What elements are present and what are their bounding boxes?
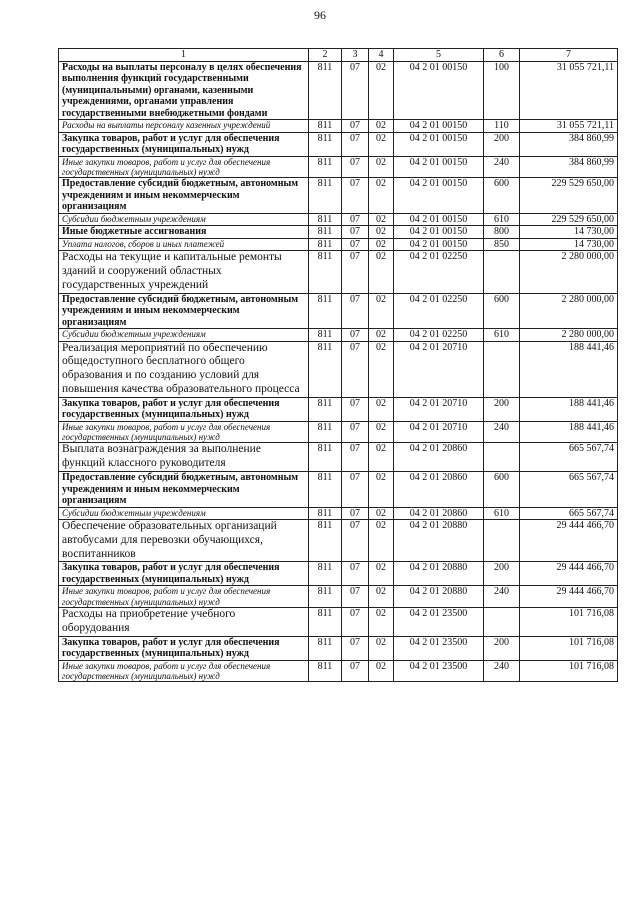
row-amount: 29 444 466,70 <box>520 520 618 562</box>
row-expense-type: 200 <box>484 562 520 586</box>
row-section-code: 07 <box>342 520 369 562</box>
table-row <box>59 520 618 562</box>
row-section-code: 07 <box>342 293 369 329</box>
row-name: Расходы на текущие и капитальные ремонты зданий и сооружений областных государственных учреждений <box>59 251 309 293</box>
row-name: Реализация мероприятий по обеспечению общедоступного бесплатного общего образования и по созданию условий для повышения качества образовательного процесса <box>59 341 309 397</box>
row-target-article: 04 2 01 00150 <box>394 156 484 178</box>
row-expense-type <box>484 608 520 637</box>
row-name: Расходы на выплаты персоналу в целях обеспечения выполнения функций государственными (муниципальными) органами, казенными учреждениями, органами управления государственными внебюджетными фондами <box>59 61 309 120</box>
row-department-code: 811 <box>309 341 342 397</box>
row-subsection-code: 02 <box>369 636 394 660</box>
row-department-code: 811 <box>309 507 342 520</box>
row-amount: 14 730,00 <box>520 226 618 239</box>
row-name: Закупка товаров, работ и услуг для обеспечения государственных (муниципальных) нужд <box>59 636 309 660</box>
row-amount: 31 055 721,11 <box>520 61 618 120</box>
row-expense-type: 200 <box>484 397 520 421</box>
row-target-article: 04 2 01 20710 <box>394 397 484 421</box>
row-department-code: 811 <box>309 293 342 329</box>
table-row <box>59 472 618 508</box>
row-amount: 29 444 466,70 <box>520 586 618 608</box>
row-name: Предоставление субсидий бюджетным, автономным учреждениям и иным некоммерческим организациям <box>59 293 309 329</box>
row-target-article: 04 2 01 02250 <box>394 329 484 342</box>
table-row <box>59 329 618 342</box>
row-name: Иные закупки товаров, работ и услуг для обеспечения государственных (муниципальных) нужд <box>59 421 309 443</box>
row-section-code: 07 <box>342 238 369 251</box>
row-target-article: 04 2 01 00150 <box>394 120 484 133</box>
row-subsection-code: 02 <box>369 421 394 443</box>
table-header-row <box>59 49 618 62</box>
header-col-4: 4 <box>369 49 394 62</box>
page-number: 96 <box>314 8 326 22</box>
row-target-article: 04 2 01 00150 <box>394 213 484 226</box>
row-expense-type <box>484 520 520 562</box>
row-expense-type: 240 <box>484 421 520 443</box>
row-expense-type: 610 <box>484 213 520 226</box>
row-subsection-code: 02 <box>369 226 394 239</box>
row-expense-type: 200 <box>484 636 520 660</box>
row-section-code: 07 <box>342 660 369 682</box>
row-expense-type: 240 <box>484 156 520 178</box>
row-expense-type: 850 <box>484 238 520 251</box>
row-subsection-code: 02 <box>369 132 394 156</box>
row-section-code: 07 <box>342 636 369 660</box>
table-row <box>59 61 618 120</box>
row-expense-type: 110 <box>484 120 520 133</box>
row-target-article: 04 2 01 23500 <box>394 636 484 660</box>
row-name: Предоставление субсидий бюджетным, автономным учреждениям и иным некоммерческим организациям <box>59 472 309 508</box>
row-name: Иные закупки товаров, работ и услуг для обеспечения государственных (муниципальных) нужд <box>59 660 309 682</box>
row-name: Закупка товаров, работ и услуг для обеспечения государственных (муниципальных) нужд <box>59 397 309 421</box>
row-department-code: 811 <box>309 586 342 608</box>
row-subsection-code: 02 <box>369 586 394 608</box>
row-department-code: 811 <box>309 120 342 133</box>
table-row <box>59 586 618 608</box>
table-row <box>59 562 618 586</box>
table-row <box>59 636 618 660</box>
row-target-article: 04 2 01 20860 <box>394 507 484 520</box>
row-department-code: 811 <box>309 472 342 508</box>
row-department-code: 811 <box>309 421 342 443</box>
row-section-code: 07 <box>342 472 369 508</box>
row-subsection-code: 02 <box>369 660 394 682</box>
header-col-5: 5 <box>394 49 484 62</box>
row-expense-type <box>484 341 520 397</box>
table-row <box>59 238 618 251</box>
row-target-article: 04 2 01 20880 <box>394 520 484 562</box>
row-name: Расходы на приобретение учебного оборудования <box>59 608 309 637</box>
row-subsection-code: 02 <box>369 341 394 397</box>
row-department-code: 811 <box>309 562 342 586</box>
row-target-article: 04 2 01 23500 <box>394 660 484 682</box>
table-row <box>59 660 618 682</box>
row-amount: 188 441,46 <box>520 341 618 397</box>
row-section-code: 07 <box>342 586 369 608</box>
row-section-code: 07 <box>342 156 369 178</box>
row-department-code: 811 <box>309 213 342 226</box>
row-department-code: 811 <box>309 660 342 682</box>
row-section-code: 07 <box>342 443 369 472</box>
row-name: Расходы на выплаты персоналу казенных учреждений <box>59 120 309 133</box>
row-subsection-code: 02 <box>369 238 394 251</box>
table-row <box>59 132 618 156</box>
row-expense-type <box>484 443 520 472</box>
row-department-code: 811 <box>309 132 342 156</box>
table-row <box>59 178 618 214</box>
table-row <box>59 120 618 133</box>
row-amount: 188 441,46 <box>520 421 618 443</box>
row-amount: 665 567,74 <box>520 507 618 520</box>
row-department-code: 811 <box>309 443 342 472</box>
row-subsection-code: 02 <box>369 251 394 293</box>
row-target-article: 04 2 01 00150 <box>394 238 484 251</box>
row-subsection-code: 02 <box>369 562 394 586</box>
row-amount: 229 529 650,00 <box>520 178 618 214</box>
row-subsection-code: 02 <box>369 397 394 421</box>
row-department-code: 811 <box>309 61 342 120</box>
row-amount: 2 280 000,00 <box>520 329 618 342</box>
row-name: Выплата вознаграждения за выполнение функций классного руководителя <box>59 443 309 472</box>
row-amount: 101 716,08 <box>520 608 618 637</box>
row-name: Уплата налогов, сборов и иных платежей <box>59 238 309 251</box>
row-expense-type: 600 <box>484 178 520 214</box>
row-target-article: 04 2 01 20710 <box>394 421 484 443</box>
row-section-code: 07 <box>342 608 369 637</box>
row-name: Иные закупки товаров, работ и услуг для обеспечения государственных (муниципальных) нужд <box>59 156 309 178</box>
row-amount: 31 055 721,11 <box>520 120 618 133</box>
table-row <box>59 293 618 329</box>
row-subsection-code: 02 <box>369 329 394 342</box>
row-department-code: 811 <box>309 608 342 637</box>
row-expense-type: 600 <box>484 472 520 508</box>
row-subsection-code: 02 <box>369 61 394 120</box>
budget-table <box>58 48 618 682</box>
row-name: Субсидии бюджетным учреждениям <box>59 329 309 342</box>
table-row <box>59 226 618 239</box>
row-amount: 665 567,74 <box>520 472 618 508</box>
row-amount: 188 441,46 <box>520 397 618 421</box>
row-target-article: 04 2 01 20710 <box>394 341 484 397</box>
row-department-code: 811 <box>309 238 342 251</box>
row-section-code: 07 <box>342 226 369 239</box>
row-name: Обеспечение образовательных организаций автобусами для перевозки обучающихся, воспитанников <box>59 520 309 562</box>
row-expense-type: 600 <box>484 293 520 329</box>
row-department-code: 811 <box>309 226 342 239</box>
row-subsection-code: 02 <box>369 443 394 472</box>
row-section-code: 07 <box>342 421 369 443</box>
row-department-code: 811 <box>309 251 342 293</box>
row-expense-type: 800 <box>484 226 520 239</box>
row-subsection-code: 02 <box>369 178 394 214</box>
row-subsection-code: 02 <box>369 156 394 178</box>
header-col-3: 3 <box>342 49 369 62</box>
row-subsection-code: 02 <box>369 213 394 226</box>
row-target-article: 04 2 01 20860 <box>394 443 484 472</box>
row-section-code: 07 <box>342 507 369 520</box>
table-row <box>59 507 618 520</box>
row-amount: 101 716,08 <box>520 636 618 660</box>
row-subsection-code: 02 <box>369 120 394 133</box>
row-target-article: 04 2 01 00150 <box>394 132 484 156</box>
row-name: Субсидии бюджетным учреждениям <box>59 213 309 226</box>
row-subsection-code: 02 <box>369 608 394 637</box>
row-target-article: 04 2 01 02250 <box>394 251 484 293</box>
row-target-article: 04 2 01 20880 <box>394 562 484 586</box>
row-department-code: 811 <box>309 397 342 421</box>
row-section-code: 07 <box>342 562 369 586</box>
row-subsection-code: 02 <box>369 520 394 562</box>
row-target-article: 04 2 01 20860 <box>394 472 484 508</box>
row-expense-type <box>484 251 520 293</box>
row-department-code: 811 <box>309 329 342 342</box>
row-expense-type: 100 <box>484 61 520 120</box>
row-name: Иные бюджетные ассигнования <box>59 226 309 239</box>
row-section-code: 07 <box>342 251 369 293</box>
row-section-code: 07 <box>342 213 369 226</box>
table-row <box>59 397 618 421</box>
row-section-code: 07 <box>342 397 369 421</box>
row-target-article: 04 2 01 23500 <box>394 608 484 637</box>
row-expense-type: 610 <box>484 507 520 520</box>
row-expense-type: 610 <box>484 329 520 342</box>
table-row <box>59 421 618 443</box>
row-amount: 29 444 466,70 <box>520 562 618 586</box>
row-subsection-code: 02 <box>369 472 394 508</box>
row-name: Предоставление субсидий бюджетным, автономным учреждениям и иным некоммерческим организациям <box>59 178 309 214</box>
row-amount: 101 716,08 <box>520 660 618 682</box>
row-section-code: 07 <box>342 329 369 342</box>
row-target-article: 04 2 01 00150 <box>394 226 484 239</box>
row-amount: 384 860,99 <box>520 132 618 156</box>
row-subsection-code: 02 <box>369 293 394 329</box>
row-department-code: 811 <box>309 636 342 660</box>
row-amount: 2 280 000,00 <box>520 293 618 329</box>
row-section-code: 07 <box>342 341 369 397</box>
row-section-code: 07 <box>342 61 369 120</box>
row-amount: 14 730,00 <box>520 238 618 251</box>
row-amount: 229 529 650,00 <box>520 213 618 226</box>
row-expense-type: 200 <box>484 132 520 156</box>
row-subsection-code: 02 <box>369 507 394 520</box>
row-name: Закупка товаров, работ и услуг для обеспечения государственных (муниципальных) нужд <box>59 562 309 586</box>
row-expense-type: 240 <box>484 586 520 608</box>
row-target-article: 04 2 01 00150 <box>394 61 484 120</box>
row-name: Субсидии бюджетным учреждениям <box>59 507 309 520</box>
header-col-1: 1 <box>59 49 309 62</box>
table-row <box>59 251 618 293</box>
row-section-code: 07 <box>342 132 369 156</box>
row-amount: 384 860,99 <box>520 156 618 178</box>
header-col-7: 7 <box>520 49 618 62</box>
row-department-code: 811 <box>309 520 342 562</box>
row-section-code: 07 <box>342 120 369 133</box>
row-name: Иные закупки товаров, работ и услуг для обеспечения государственных (муниципальных) нужд <box>59 586 309 608</box>
row-amount: 665 567,74 <box>520 443 618 472</box>
row-amount: 2 280 000,00 <box>520 251 618 293</box>
table-row <box>59 156 618 178</box>
table-row <box>59 443 618 472</box>
row-target-article: 04 2 01 20880 <box>394 586 484 608</box>
header-col-6: 6 <box>484 49 520 62</box>
row-department-code: 811 <box>309 178 342 214</box>
table-row <box>59 213 618 226</box>
row-department-code: 811 <box>309 156 342 178</box>
row-section-code: 07 <box>342 178 369 214</box>
row-expense-type: 240 <box>484 660 520 682</box>
row-target-article: 04 2 01 02250 <box>394 293 484 329</box>
table-row <box>59 608 618 637</box>
row-name: Закупка товаров, работ и услуг для обеспечения государственных (муниципальных) нужд <box>59 132 309 156</box>
header-col-2: 2 <box>309 49 342 62</box>
table-row <box>59 341 618 397</box>
row-target-article: 04 2 01 00150 <box>394 178 484 214</box>
